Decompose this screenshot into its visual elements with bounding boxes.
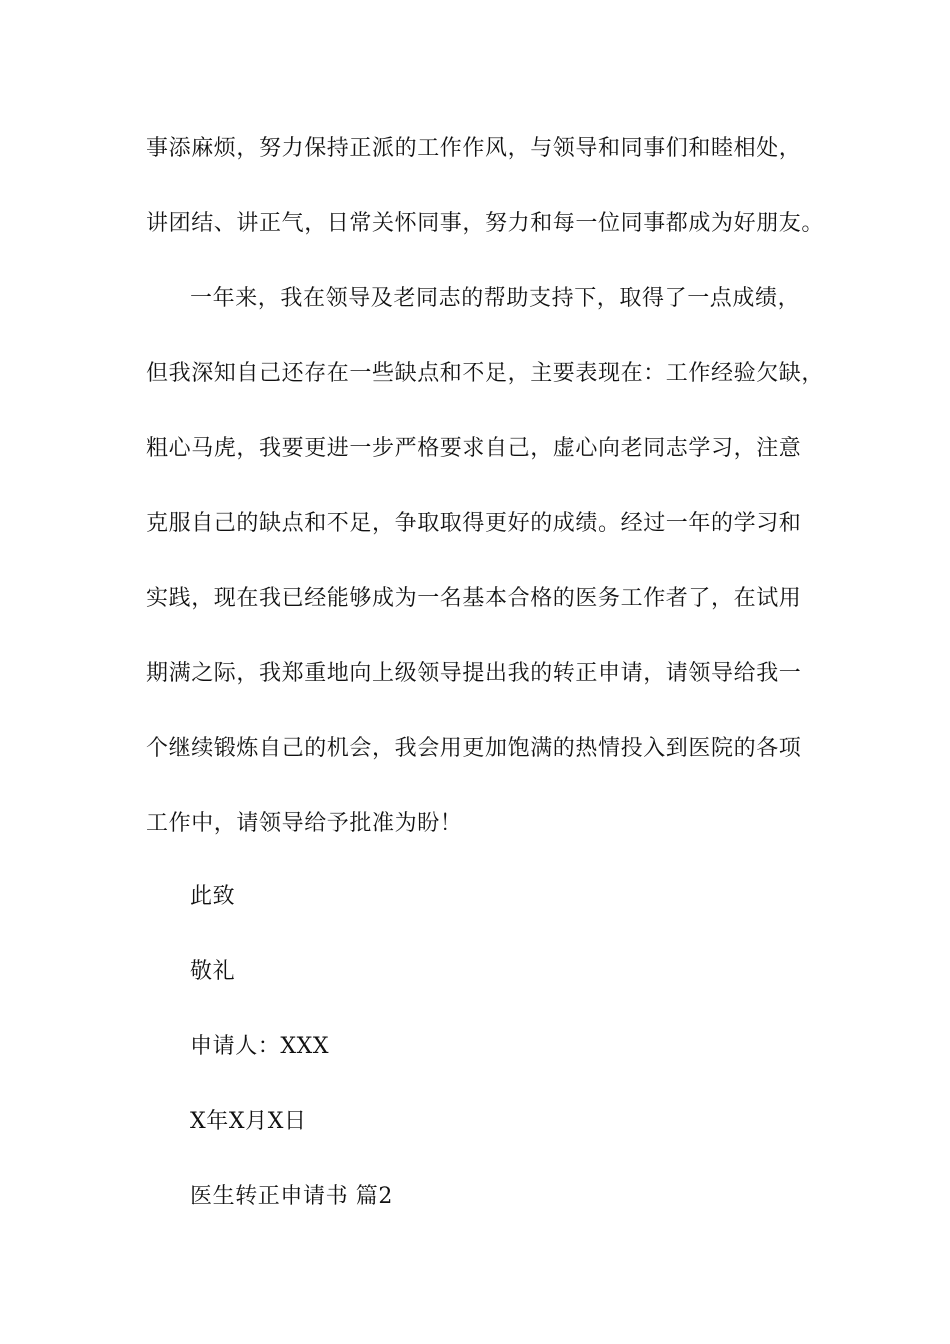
body-line-9: 个继续锻炼自己的机会，我会用更加饱满的热情投入到医院的各项 <box>146 736 802 761</box>
body-line-3: 一年来，我在领导及老同志的帮助支持下，取得了一点成绩， <box>190 286 801 311</box>
body-line-6: 克服自己的缺点和不足，争取取得更好的成绩。经过一年的学习和 <box>146 511 802 536</box>
date-line: X年X月X日 <box>190 1109 307 1134</box>
body-line-4: 但我深知自己还存在一些缺点和不足，主要表现在：工作经验欠缺， <box>146 361 825 386</box>
body-line-7: 实践，现在我已经能够成为一名基本合格的医务工作者了，在试用 <box>146 586 802 611</box>
body-line-1: 事添麻烦，努力保持正派的工作作风，与领导和同事们和睦相处， <box>146 136 802 161</box>
next-section-title: 医生转正申请书 篇2 <box>190 1184 393 1209</box>
applicant-line: 申请人：XXX <box>190 1034 330 1059</box>
body-line-5: 粗心马虎，我要更进一步严格要求自己，虚心向老同志学习，注意 <box>146 436 802 461</box>
body-line-2: 讲团结、讲正气，日常关怀同事，努力和每一位同事都成为好朋友。 <box>146 211 825 236</box>
salute-text: 敬礼 <box>190 959 236 984</box>
body-line-8: 期满之际，我郑重地向上级领导提出我的转正申请，请领导给我一 <box>146 661 802 686</box>
closing-text: 此致 <box>190 884 236 909</box>
body-line-10: 工作中，请领导给予批准为盼！ <box>146 811 463 836</box>
